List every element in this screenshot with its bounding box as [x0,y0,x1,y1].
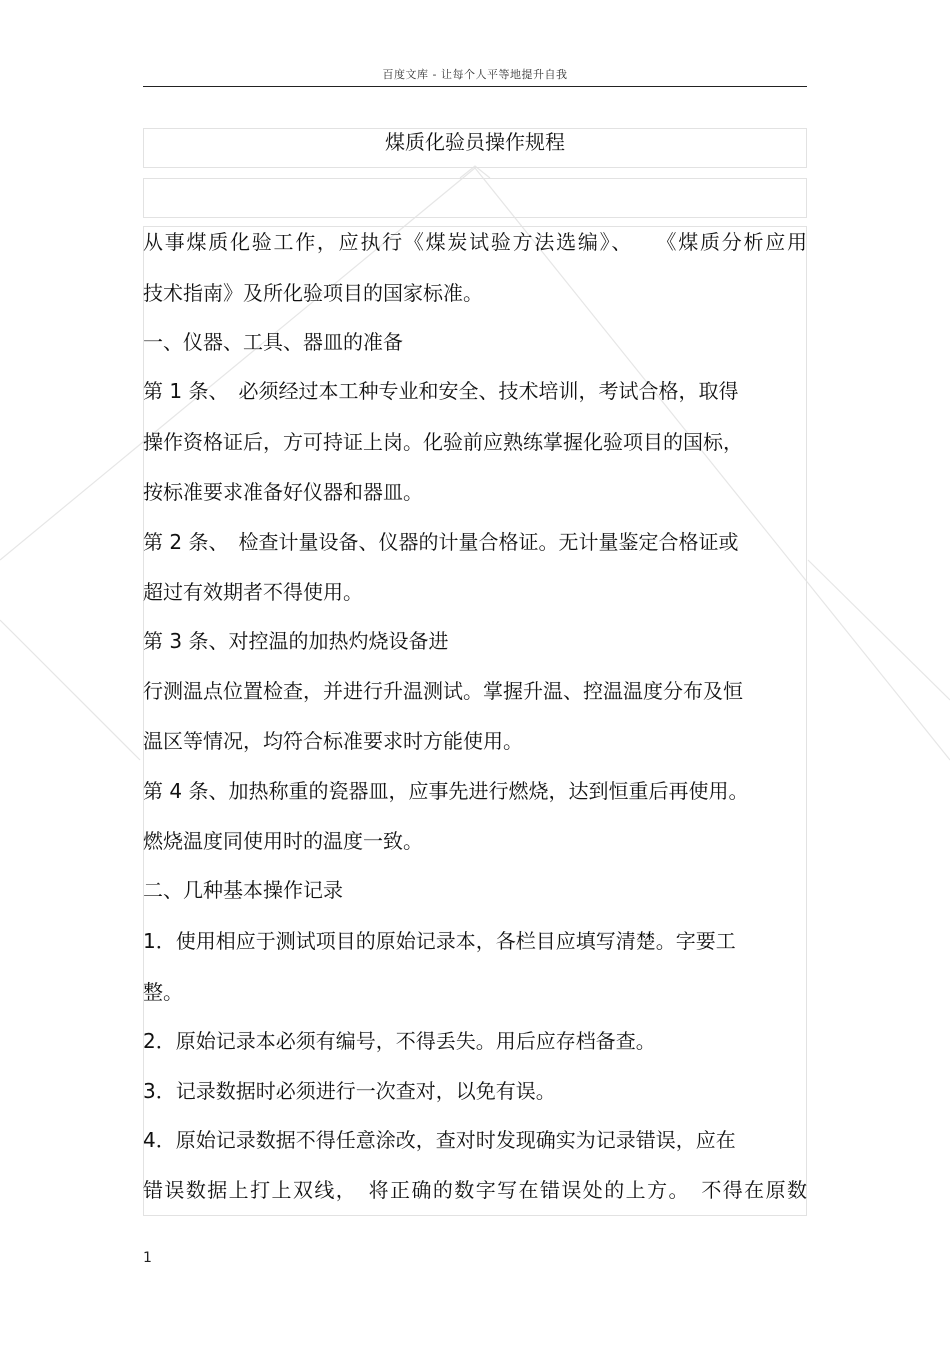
body-line: 温区等情况，均符合标准要求时方能使用。 [143,729,523,753]
body-line: 技术指南》及所化验项目的国家标准。 [143,281,483,305]
body-line: 燃烧温度同使用时的温度一致。 [143,829,423,853]
body-line: 超过有效期者不得使用。 [143,580,363,604]
body-line: 按标准要求准备好仪器和器皿。 [143,480,423,504]
body-line: 3．记录数据时必须进行一次查对，以免有误。 [143,1079,556,1103]
spacer-frame [143,178,807,218]
page-number: 1 [143,1250,152,1266]
header-divider [143,86,807,87]
document-title: 煤质化验员操作规程 [385,130,565,154]
body-line: 第 4 条、加热称重的瓷器皿，应事先进行燃烧，达到恒重后再使用。 [143,779,749,803]
body-line: 4．原始记录数据不得任意涂改，查对时发现确实为记录错误，应在 [143,1128,736,1152]
body-line: 第 3 条、对控温的加热灼烧设备进 [143,629,449,653]
body-line: 第 1 条、 必须经过本工种专业和安全、技术培训，考试合格，取得 [143,379,739,403]
body-line: 操作资格证后，方可持证上岗。化验前应熟练掌握化验项目的国标， [143,430,743,454]
section-heading: 二、几种基本操作记录 [143,878,343,902]
body-line: 第 2 条、 检查计量设备、仪器的计量合格证。无计量鉴定合格证或 [143,530,739,554]
body-frame [143,226,807,1216]
body-line: 从事煤质化验工作，应执行《煤炭试验方法选编》、 《煤质分析应用 [143,230,807,254]
section-heading: 一、仪器、工具、器皿的准备 [143,330,403,354]
body-line: 2．原始记录本必须有编号，不得丢失。用后应存档备查。 [143,1029,656,1053]
body-line: 1．使用相应于测试项目的原始记录本，各栏目应填写清楚。字要工 [143,929,736,953]
body-line: 行测温点位置检查，并进行升温测试。掌握升温、控温温度分布及恒 [143,679,743,703]
page-header: 百度文库 - 让每个人平等地提升自我 [382,68,568,81]
body-line: 错误数据上打上双线， 将正确的数字写在错误处的上方。 不得在原数 [143,1178,807,1202]
body-line: 整。 [143,980,183,1004]
